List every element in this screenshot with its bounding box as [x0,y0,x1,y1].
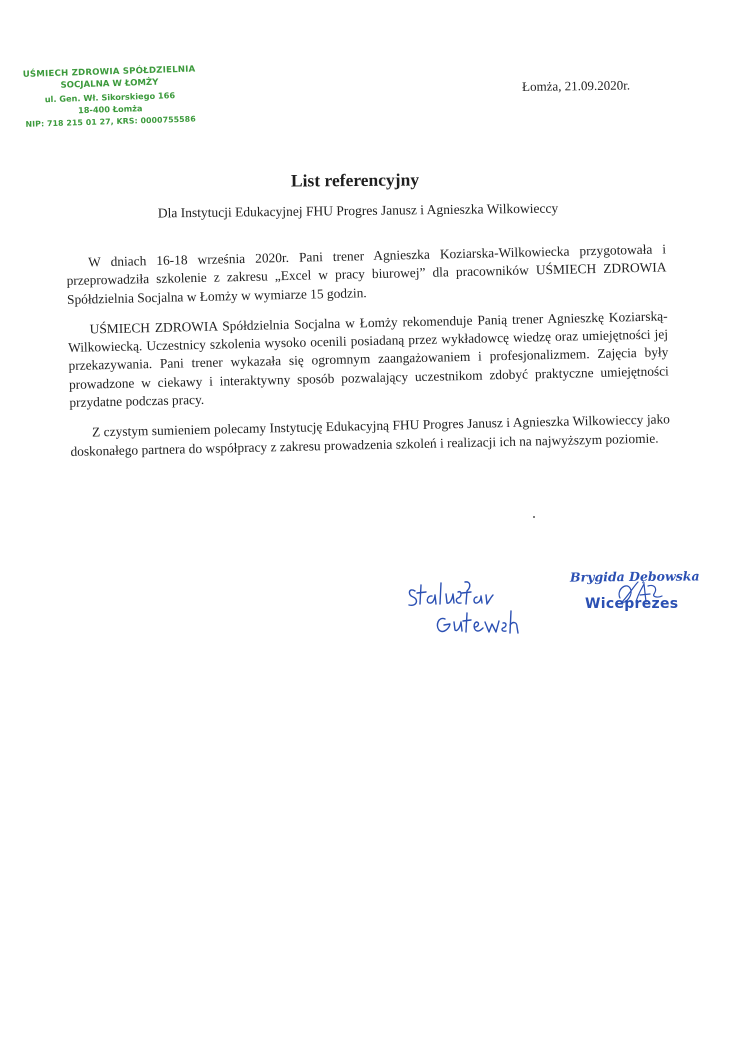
stamp-line-postal: 18-400 Łomża [77,103,143,116]
paragraph-recommendation: UŚMIECH ZDROWIA Spółdzielnia Socjalna w Łomży rekomenduje Panią trener Agnieszkę Koziarską-Wilkowiecką. Uczestnicy szkolenia wysoko ocenili posiadaną przez wykładowcę wiedzę oraz umiejętności jej przekazywania. Pani trener wykazała się ogromnym zaangażowaniem i profesjonalizmem. Zajęcia były prowadzone w ciekawy i interaktywny sposób pozwalający uczestnikom zdobyć praktyczne umiejętności przydatne podczas pracy. [67,308,669,411]
document-title: List referencyjny [290,169,420,191]
approver-signature-stamp [566,566,706,636]
approver-name: Brygida Dębowska [569,568,700,585]
approver-title: Wiceprezes [585,596,679,612]
paragraph-closing: Z czystym sumieniem polecamy Instytucję Edukacyjną FHU Progres Janusz i Agnieszka Wilkowieccy jako doskonałego partnera do współpracy z zakresu prowadzenia szkoleń i realizacji ich na najwyższym poziomie. [70,411,671,459]
stamp-line-company-cont: SOCJALNA W ŁOMŻY [60,77,159,91]
letter-body [66,240,671,473]
stamp-line-registry: NIP: 718 215 01 27, KRS: 0000755586 [25,114,196,129]
scan-dot [533,516,535,518]
place-date: Łomża, 21.09.2020r. [522,77,631,94]
addressee-line: Dla Instytucji Edukacyjnej FHU Progres Janusz i Agnieszka Wilkowieccy [157,200,559,221]
handwritten-signature [405,577,535,645]
company-stamp [20,64,200,129]
stamp-line-street: ul. Gen. Wł. Sikorskiego 166 [44,90,176,105]
stamp-line-company: UŚMIECH ZDROWIA SPÓŁDZIELNIA [22,64,196,80]
paragraph-training: W dniach 16-18 września 2020r. Pani trener Agnieszka Koziarska-Wilkowiecka przygotowała i przeprowadziła szkolenie z zakresu „Excel w pracy biurowej” dla pracowników UŚMIECH ZDROWIA Spółdzielnia Socjalna w Łomży w wymiarze 15 godzin. [66,241,667,307]
